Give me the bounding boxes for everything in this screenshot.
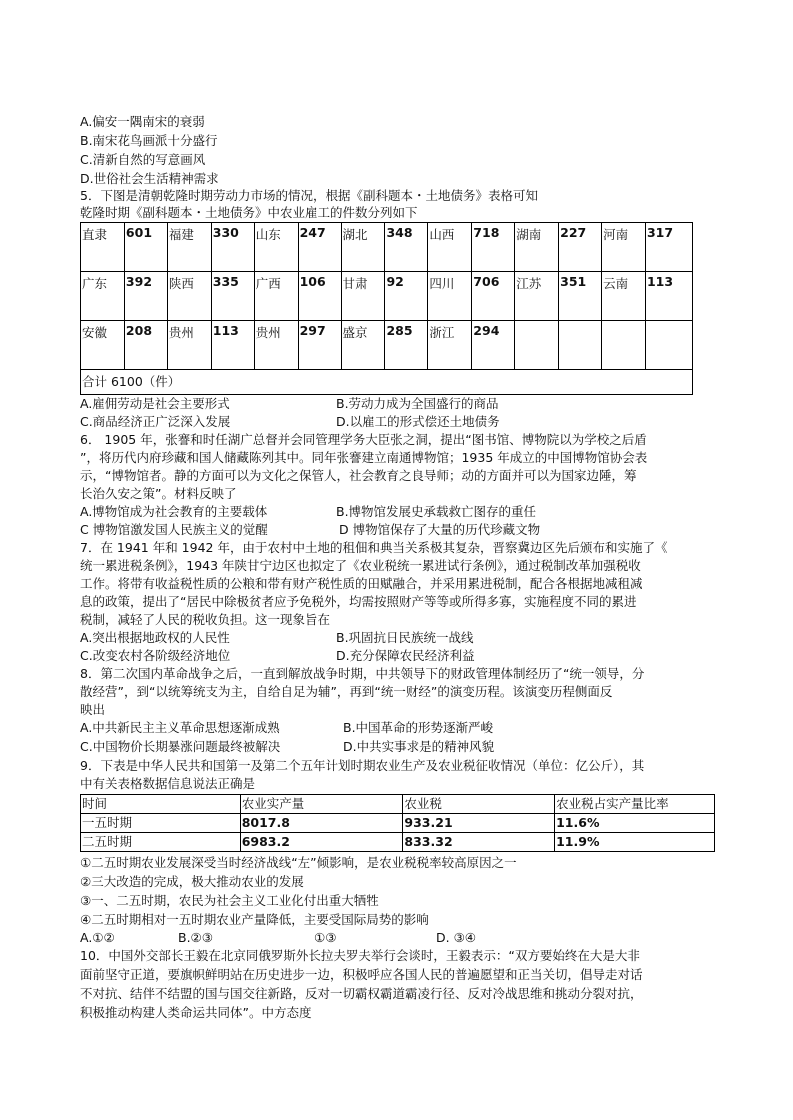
q7-option-b: B.巩固抗日民族统一战线 xyxy=(336,630,474,645)
q10-line-4: 积极推动构建人类命运共同体”。中方态度 xyxy=(80,1005,312,1020)
table-row xyxy=(81,321,693,370)
q9-option-c: ①③ xyxy=(314,930,337,945)
q7-line-3: 工作。将带有收益税性质的公粮和带有财产税性质的田赋融合，并采用累进税制，配合各根据地减租减 xyxy=(80,576,643,591)
count-cell: 392 xyxy=(124,272,167,321)
tax-cell: 833.32 xyxy=(403,833,555,852)
q10-line-2: 面前坚守正道，要旗帜鲜明站在历史进步一边，积极呼应各国人民的普遍愿望和正当关切，倡导走对话 xyxy=(80,967,643,982)
count-cell: 285 xyxy=(385,321,428,370)
province-cell: 广东 xyxy=(81,272,125,321)
q7-line-2: 统一累进税条例》，1943 年陕甘宁边区也拟定了《农业税统一累进试行条例》，通过税制改革加强税收 xyxy=(80,558,641,573)
q7-line-4: 息的政策，提出了“居民中除极贫者应予免税外，均需按照财产等等或所得多寡，实施程度不同的累进 xyxy=(80,594,637,609)
province-cell: 安徽 xyxy=(81,321,125,370)
count-cell: 113 xyxy=(645,272,692,321)
tax-cell: 933.21 xyxy=(403,814,555,833)
count-cell: 335 xyxy=(211,272,254,321)
count-cell xyxy=(645,321,692,370)
province-cell: 湖北 xyxy=(341,223,385,272)
q9-statement-4: ④二五时期相对一五时期农业产量降低，主要受国际局势的影响 xyxy=(80,912,429,927)
q4-option-b: B.南宋花鸟画派十分盛行 xyxy=(80,133,218,148)
table-row xyxy=(81,272,693,321)
q9-statement-2: ②三大改造的完成，极大推动农业的发展 xyxy=(80,874,304,889)
q10-line-1: 10．中国外交部长王毅在北京同俄罗斯外长拉夫罗夫举行会谈时，王毅表示：“双方要始终在大是大非 xyxy=(80,948,640,963)
q6-line-1: 6． 1905 年，张謇和时任湖广总督并会同管理学务大臣张之洞，提出“图书馆、博物院以为学校之后盾 xyxy=(80,432,647,447)
province-cell: 陕西 xyxy=(167,272,211,321)
province-cell: 山东 xyxy=(254,223,298,272)
header-cell: 农业税 xyxy=(403,795,555,814)
ratio-cell: 11.6% xyxy=(555,814,715,833)
output-cell: 8017.8 xyxy=(240,814,403,833)
header-cell: 时间 xyxy=(81,795,241,814)
q9-agri-tax-table xyxy=(80,794,715,852)
q8-option-a: A.中共新民主主义革命思想逐渐成熟 xyxy=(80,720,280,735)
q7-option-c: C.改变农村各阶级经济地位 xyxy=(80,648,231,663)
q6-line-2: ”，将历代内府珍藏和国人储藏陈列其中。同年张謇建立南通博物馆；1935 年成立的中国博物馆协会表 xyxy=(80,450,648,465)
province-cell: 山西 xyxy=(428,223,472,272)
q7-option-a: A.突出根据地政权的人民性 xyxy=(80,630,230,645)
header-cell: 农业税占实产量比率 xyxy=(555,795,715,814)
province-cell: 江苏 xyxy=(515,272,559,321)
province-cell: 浙江 xyxy=(428,321,472,370)
header-cell: 农业实产量 xyxy=(240,795,403,814)
count-cell: 351 xyxy=(559,272,602,321)
count-cell: 297 xyxy=(298,321,341,370)
q9-statement-3: ③一、二五时期，农民为社会主义工业化付出重大牺牲 xyxy=(80,893,379,908)
q8-line-3: 映出 xyxy=(80,702,106,717)
province-cell: 四川 xyxy=(428,272,472,321)
count-cell: 92 xyxy=(385,272,428,321)
province-cell: 河南 xyxy=(602,223,646,272)
count-cell: 247 xyxy=(298,223,341,272)
q8-line-1: 8．第二次国内革命战争之后，一直到解放战争时期，中共领导下的财政管理体制经历了“统一领导，分 xyxy=(80,666,645,681)
q5-option-c: C.商品经济正广泛深入发展 xyxy=(80,414,231,429)
province-cell: 云南 xyxy=(602,272,646,321)
count-cell: 330 xyxy=(211,223,254,272)
count-cell: 348 xyxy=(385,223,428,272)
q8-option-d: D.中共实事求是的精神风貌 xyxy=(343,739,495,754)
q9-option-b: B.②③ xyxy=(178,930,213,945)
q5-option-a: A.雇佣劳动是社会主要形式 xyxy=(80,396,230,411)
count-cell: 227 xyxy=(559,223,602,272)
q6-line-4: 长治久安之策”。材料反映了 xyxy=(80,486,237,501)
q6-option-c: C 博物馆激发国人民族主义的觉醒 xyxy=(80,522,268,537)
q5-stem-line-2: 乾隆时期《副科题本・土地债务》中农业雇工的件数分列如下 xyxy=(80,205,418,220)
q9-line-1: 9．下表是中华人民共和国第一及第二个五年计划时期农业生产及农业税征收情况（单位：亿公斤），其 xyxy=(80,758,645,773)
province-cell: 贵州 xyxy=(167,321,211,370)
q6-option-a: A.博物馆成为社会教育的主要载体 xyxy=(80,504,268,519)
table-header-row xyxy=(81,795,715,814)
count-cell: 208 xyxy=(124,321,167,370)
total-cell: 合计 6100（件） xyxy=(81,370,693,395)
count-cell: 106 xyxy=(298,272,341,321)
province-cell xyxy=(602,321,646,370)
q8-line-2: 散经营”，到“以统筹统支为主，自给自足为辅”，再到“统一财经”的演变历程。该演变历程侧面反 xyxy=(80,684,613,699)
q6-line-3: 示，“博物馆者。静的方面可以为文化之保管人，社会教育之良导师；动的方面并可以为国家边陲，筹 xyxy=(80,468,637,483)
count-cell: 601 xyxy=(124,223,167,272)
q6-option-d: D 博物馆保存了大量的历代珍藏文物 xyxy=(339,522,541,537)
ratio-cell: 11.9% xyxy=(555,833,715,852)
q9-statement-1: ①二五时期农业发展深受当时经济战线“左”倾影响，是农业税税率较高原因之一 xyxy=(80,855,517,870)
q9-option-d: D. ③④ xyxy=(436,930,476,945)
count-cell: 113 xyxy=(211,321,254,370)
q6-option-b: B.博物馆发展史承载救亡图存的重任 xyxy=(336,504,537,519)
province-cell xyxy=(515,321,559,370)
count-cell: 706 xyxy=(472,272,515,321)
province-cell: 湖南 xyxy=(515,223,559,272)
count-cell: 317 xyxy=(645,223,692,272)
period-cell: 二五时期 xyxy=(81,833,241,852)
q8-option-c: C.中国物价长期暴涨问题最终被解决 xyxy=(80,739,281,754)
table-row xyxy=(81,833,715,852)
count-cell: 718 xyxy=(472,223,515,272)
q9-line-2: 中有关表格数据信息说法正确是 xyxy=(80,776,256,791)
province-cell: 盛京 xyxy=(341,321,385,370)
count-cell xyxy=(559,321,602,370)
q5-option-d: D.以雇工的形式偿还土地债务 xyxy=(336,414,500,429)
q5-stem-line-1: 5．下图是清朝乾隆时期劳动力市场的情况，根据《副科题本・土地债务》表格可知 xyxy=(80,188,538,203)
q4-option-a: A.偏安一隅南宋的衰弱 xyxy=(80,114,205,129)
province-cell: 福建 xyxy=(167,223,211,272)
q7-option-d: D.充分保障农民经济利益 xyxy=(336,648,475,663)
q5-labor-table xyxy=(80,222,693,395)
province-cell: 贵州 xyxy=(254,321,298,370)
q7-line-5: 税制，减轻了人民的税收负担。这一现象旨在 xyxy=(80,612,331,627)
q5-option-b: B.劳动力成为全国盛行的商品 xyxy=(336,396,499,411)
output-cell: 6983.2 xyxy=(240,833,403,852)
province-cell: 直隶 xyxy=(81,223,125,272)
province-cell: 广西 xyxy=(254,272,298,321)
province-cell: 甘肃 xyxy=(341,272,385,321)
table-row xyxy=(81,814,715,833)
count-cell: 294 xyxy=(472,321,515,370)
q4-option-d: D.世俗社会生活精神需求 xyxy=(80,171,219,186)
q10-line-3: 不对抗、结伴不结盟的国与国交往新路，反对一切霸权霸道霸凌行径、反对冷战思维和挑动分裂对抗， xyxy=(80,986,643,1001)
q9-option-a: A.①② xyxy=(80,930,115,945)
q7-line-1: 7．在 1941 年和 1942 年，由于农村中土地的租佃和典当关系极其复杂，晋察冀边区先后颁布和实施了《 xyxy=(80,540,668,555)
period-cell: 一五时期 xyxy=(81,814,241,833)
q8-option-b: B.中国革命的形势逐渐严峻 xyxy=(343,720,494,735)
table-total-row xyxy=(81,370,693,395)
q4-option-c: C.清新自然的写意画风 xyxy=(80,152,206,167)
table-row xyxy=(81,223,693,272)
